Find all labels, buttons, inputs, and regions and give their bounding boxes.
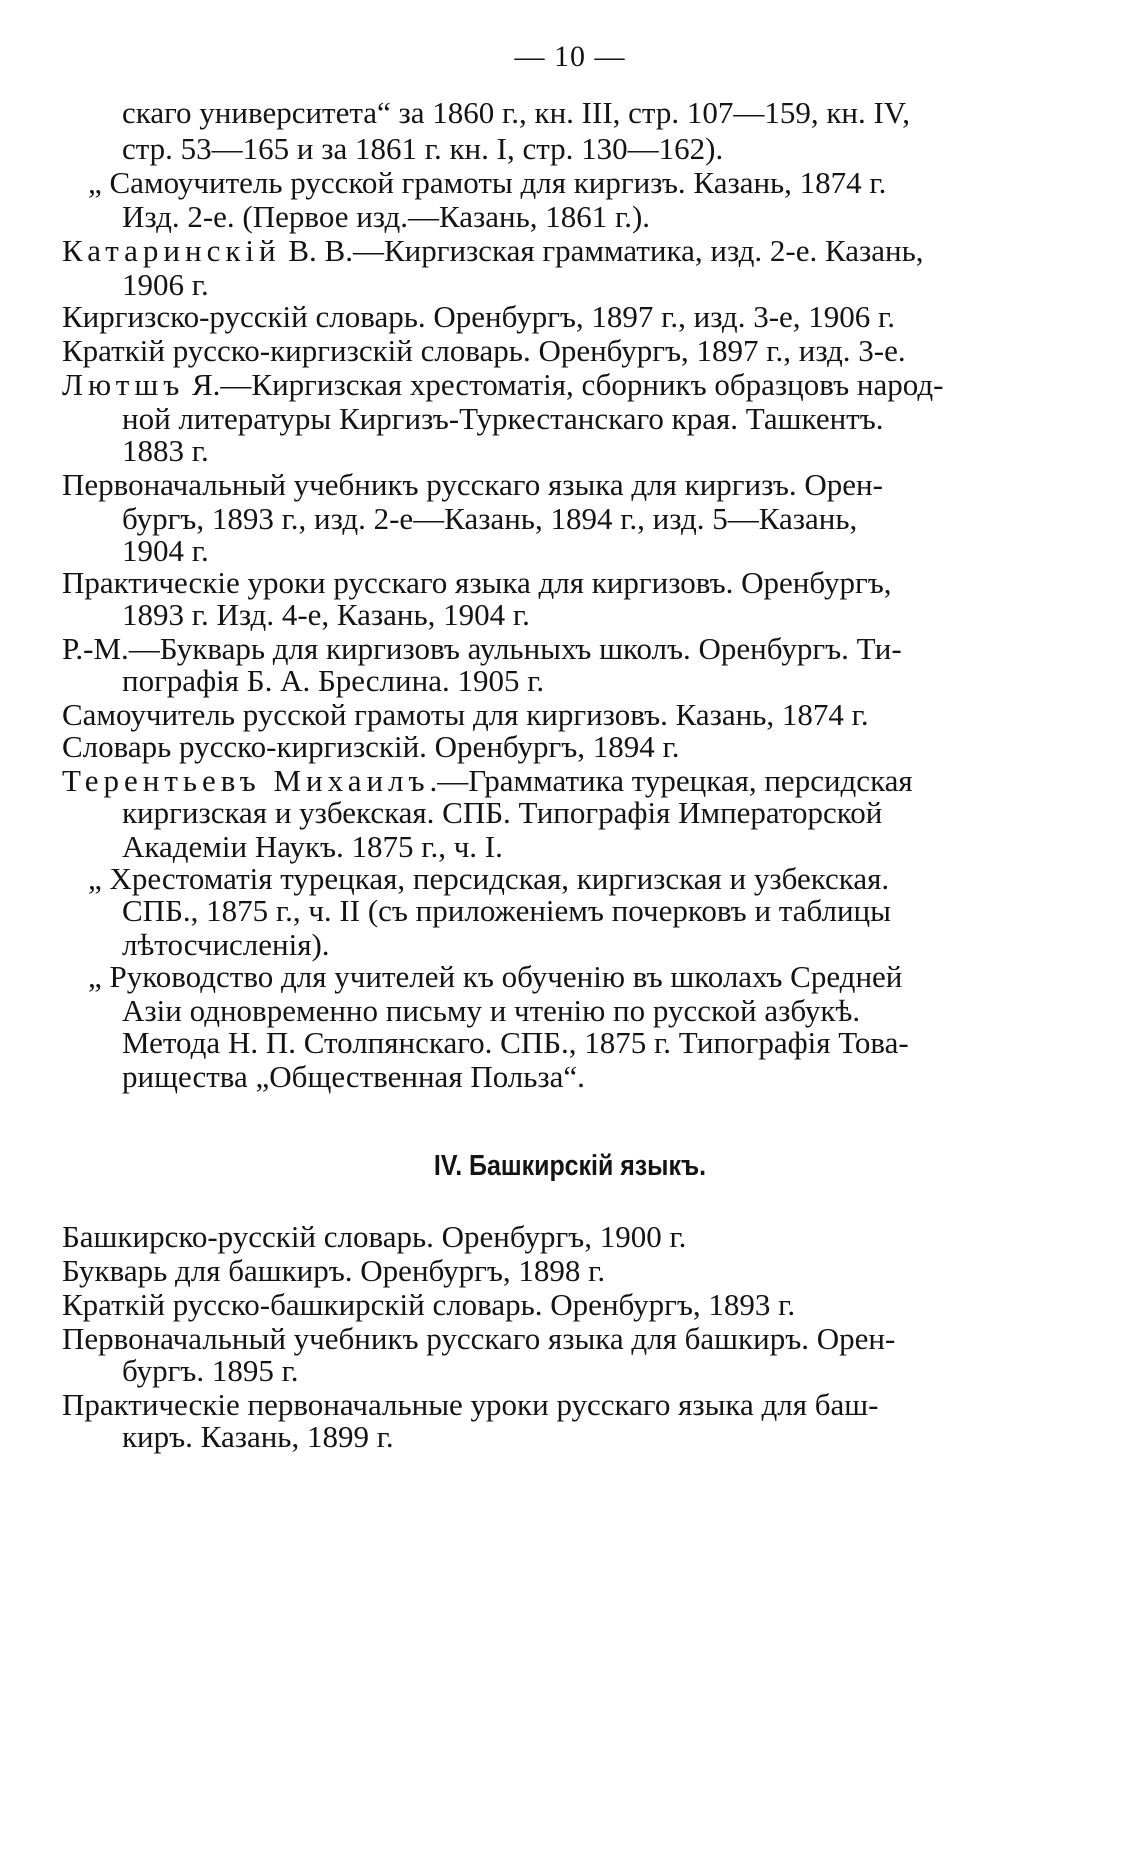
- section-heading: IV. Башкирскій языкъ.: [433, 1150, 707, 1182]
- text-line: Краткій русско-киргизскій словарь. Оренбургъ, 1897 г., изд. 3-е.: [62, 333, 906, 368]
- text-line: Практическіе уроки русскаго языка для киргизовъ. Оренбургъ,: [62, 565, 892, 600]
- text-line: стр. 53—165 и за 1861 г. кн. I, стр. 130—162).: [122, 131, 724, 166]
- text-line: киръ. Казань, 1899 г.: [122, 1419, 394, 1454]
- text-line: [62, 367, 943, 403]
- text-line: Самоучитель русской грамоты для киргизовъ. Казань, 1874 г.: [62, 697, 869, 732]
- text-line: 1904 г.: [122, 533, 209, 568]
- text-line: Метода Н. П. Столпянскаго. СПБ., 1875 г. Типографія Това-: [122, 1025, 909, 1060]
- text-line: Краткій русско-башкирскій словарь. Оренбургъ, 1893 г.: [62, 1287, 796, 1322]
- text-line: Азіи одновременно письму и чтенію по русской азбукѣ.: [122, 993, 861, 1028]
- entry-text: Я.—Киргизская хрестоматія, сборникъ образцовъ народ-: [184, 367, 944, 402]
- text-line: 1906 г.: [122, 267, 209, 302]
- text-line: рищества „Общественная Польза“.: [122, 1059, 585, 1094]
- text-line: пографія Б. А. Бреслина. 1905 г.: [122, 663, 545, 698]
- text-line: 1883 г.: [122, 433, 209, 468]
- text-line: бургъ. 1895 г.: [122, 1353, 299, 1388]
- text-line: 1893 г. Изд. 4-е, Казань, 1904 г.: [122, 597, 530, 632]
- text-line: Практическіе первоначальные уроки русскаго языка для баш-: [62, 1387, 879, 1422]
- text-line: киргизская и узбекская. СПБ. Типографія Императорской: [122, 795, 883, 830]
- text-line: Академіи Наукъ. 1875 г., ч. I.: [122, 829, 503, 864]
- text-line: Изд. 2-е. (Первое изд.—Казань, 1861 г.).: [122, 199, 651, 234]
- text-line: „ Самоучитель русской грамоты для киргизъ. Казань, 1874 г.: [88, 165, 887, 200]
- text-line: бургъ, 1893 г., изд. 2-е—Казань, 1894 г., изд. 5—Казань,: [122, 501, 858, 536]
- text-line: Киргизско-русскій словарь. Оренбургъ, 1897 г., изд. 3-е, 1906 г.: [62, 299, 896, 334]
- text-line: „ Хрестоматія турецкая, персидская, киргизская и узбекская.: [88, 861, 890, 896]
- text-line: лѣтосчисленія).: [122, 927, 330, 962]
- text-line: „ Руководство для учителей къ обученію въ школахъ Средней: [88, 959, 903, 994]
- author-name: Терентьевъ Михаилъ: [62, 763, 430, 798]
- entry-text: .—Грамматика турецкая, персидская: [429, 763, 913, 798]
- text-line: СПБ., 1875 г., ч. II (съ приложеніемъ почерковъ и таблицы: [122, 893, 891, 928]
- text-line: Р.-М.—Букварь для киргизовъ аульныхъ школъ. Оренбургъ. Ти-: [62, 631, 902, 666]
- page-number: — 10 —: [514, 40, 626, 73]
- text-line: скаго университета“ за 1860 г., кн. III, стр. 107—159, кн. IV,: [122, 95, 910, 130]
- text-line: Башкирско-русскій словарь. Оренбургъ, 1900 г.: [62, 1219, 687, 1254]
- author-name: Лютшъ: [62, 367, 185, 402]
- text-line: [62, 763, 913, 799]
- text-line: Букварь для башкиръ. Оренбургъ, 1898 г.: [62, 1253, 606, 1288]
- text-line: Первоначальный учебникъ русскаго языка для киргизъ. Орен-: [62, 467, 883, 502]
- entry-text: В. В.—Киргизская грамматика, изд. 2-е. Казань,: [280, 233, 924, 268]
- text-line: ной литературы Киргизъ-Туркестанскаго края. Ташкентъ.: [122, 401, 884, 436]
- text-line: Первоначальный учебникъ русскаго языка для башкиръ. Орен-: [62, 1321, 896, 1356]
- text-line: Словарь русско-киргизскій. Оренбургъ, 1894 г.: [62, 729, 680, 764]
- text-line: [62, 233, 924, 269]
- author-name: Катаринскій: [62, 233, 281, 268]
